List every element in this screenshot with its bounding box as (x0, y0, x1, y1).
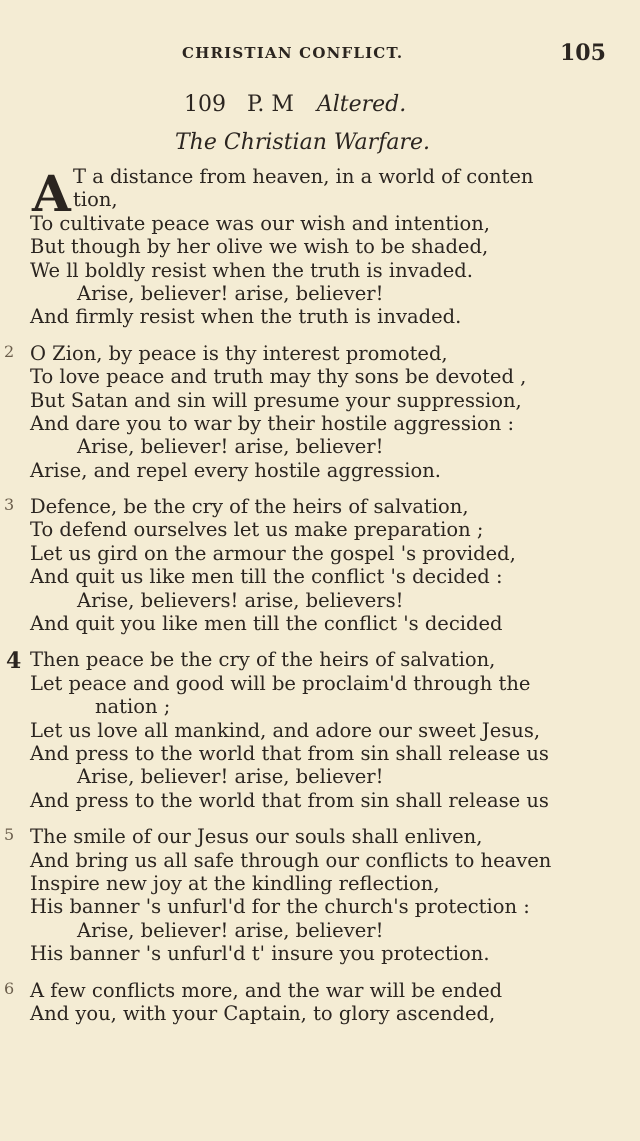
verse-line: T a distance from heaven, in a world of conten (73, 165, 534, 188)
hymn-header (184, 92, 406, 117)
hymn-meter: P. M (247, 92, 294, 117)
verse-line: And press to the world that from sin shall release us (30, 788, 549, 812)
verse-line: Let peace and good will be proclaim'd through the (30, 671, 531, 695)
stanza-number: 6 (4, 978, 15, 998)
drop-cap: A (32, 164, 71, 223)
verse-line: Defence, be the cry of the heirs of salvation, (30, 495, 469, 519)
running-title: CHRISTIAN CONFLICT. (182, 44, 404, 62)
stanza-number: 2 (4, 341, 15, 361)
running-head (0, 40, 640, 68)
stanza-5 (0, 825, 640, 965)
verse-line: A few conflicts more, and the war will be ended (30, 978, 503, 1002)
hymn-number: 109 (184, 92, 226, 117)
verse-line: And press to the world that from sin shall release us (30, 741, 549, 765)
verse-line: And quit us like men till the conflict 's decided : (30, 565, 503, 589)
verse-line: Let us love all mankind, and adore our sweet Jesus, (30, 718, 541, 742)
verse-line: Then peace be the cry of the heirs of salvation, (30, 648, 496, 672)
verse-line: And quit you like men till the conflict 's decided (30, 612, 503, 636)
stanza-3 (0, 495, 640, 635)
verse-line: Arise, and repel every hostile aggression. (30, 458, 441, 482)
verse-line: We ll boldly resist when the truth is invaded. (30, 258, 473, 282)
stanza-number: 5 (4, 825, 15, 845)
verse-line: To cultivate peace was our wish and intention, (30, 211, 490, 235)
verse-line: O Zion, by peace is thy interest promoted, (30, 341, 448, 365)
verse-line: But Satan and sin will presume your suppression, (30, 388, 522, 412)
hymn-title: The Christian Warfare. (175, 130, 430, 155)
refrain-line: Arise, believer! arise, believer! (77, 918, 384, 942)
verse-line-continuation: nation ; (95, 695, 171, 719)
verse-line: And firmly resist when the truth is invaded. (30, 305, 462, 329)
stanza-6 (0, 979, 640, 1026)
stanzas (0, 165, 640, 1038)
stanza-number: 4 (6, 648, 22, 675)
verse-line: The smile of our Jesus our souls shall enliven, (30, 825, 483, 849)
verse-line: And you, with your Captain, to glory ascended, (30, 1001, 496, 1025)
verse-line: Inspire new joy at the kindling reflection, (30, 871, 440, 895)
verse-line: To defend ourselves let us make preparation ; (30, 518, 484, 542)
hymn-note: Altered. (316, 92, 407, 117)
stanza-number: 3 (4, 495, 15, 515)
verse-line: Let us gird on the armour the gospel 's provided, (30, 541, 516, 565)
refrain-line: Arise, believer! arise, believer! (77, 765, 384, 789)
stanza-2 (0, 342, 640, 482)
verse-line: tion, (73, 188, 118, 212)
verse-line: And bring us all safe through our conflicts to heaven (30, 848, 552, 872)
refrain-line: Arise, believer! arise, believer! (77, 281, 384, 305)
verse-line: To love peace and truth may thy sons be devoted , (30, 365, 527, 389)
refrain-line: Arise, believers! arise, believers! (77, 588, 404, 612)
page-number: 105 (560, 40, 606, 66)
stanza-4 (0, 648, 640, 812)
refrain-line: Arise, believer! arise, believer! (77, 435, 384, 459)
verse-line: His banner 's unfurl'd t' insure you protection. (30, 942, 490, 966)
verse-line: And dare you to war by their hostile aggression : (30, 411, 515, 435)
verse-line: His banner 's unfurl'd for the church's protection : (30, 895, 530, 919)
verse-line: But though by her olive we wish to be shaded, (30, 235, 489, 259)
stanza-1 (0, 165, 640, 329)
